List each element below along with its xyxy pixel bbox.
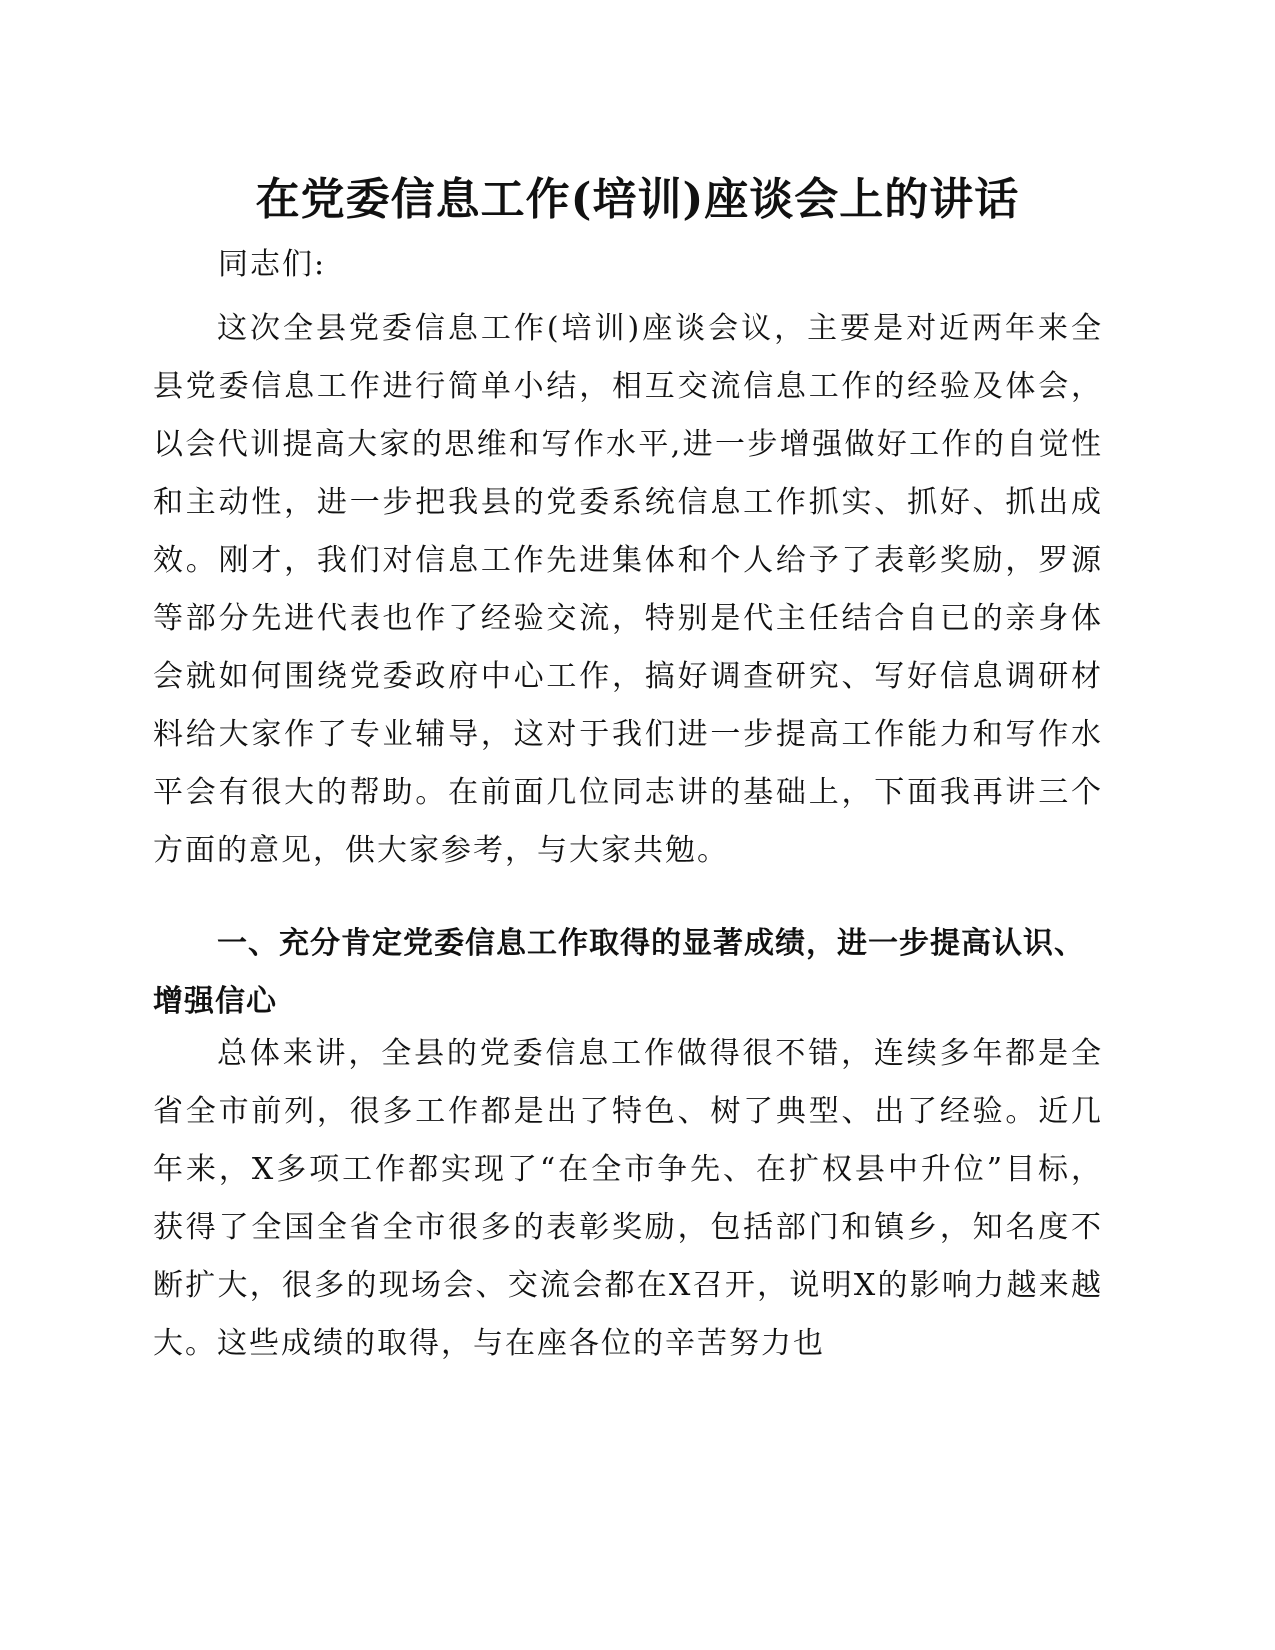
body-section-1 [153,1025,1103,1373]
document-title: 在党委信息工作(培训)座谈会上的讲话 [255,174,1020,225]
paragraph-intro: 这次全县党委信息工作(培训)座谈会议，主要是对近两年来全县党委信息工作进行简单小结，相互交流信息工作的经验及体会，以会代训提高大家的思维和写作水平,进一步增强做好工作的自觉性和主动性，进一步把我县的党委系统信息工作抓实、抓好、抓出成效。刚才，我们对信息工作先进集体和个人给予了表彰奖励，罗源等部分先进代表也作了经验交流，特别是代主任结合自已的亲身体会就如何围绕党委政府中心工作，搞好调查研究、写好信息调研材料给大家作了专业辅导，这对于我们进一步提高工作能力和写作水平会有很大的帮助。在前面几位同志讲的基础上，下面我再讲三个方面的意见，供大家参考，与大家共勉。 [153,311,1103,868]
body-section-intro [153,300,1103,880]
salutation: 同志们: [218,247,327,282]
section-heading-1: 一、充分肯定党委信息工作取得的显著成绩，进一步提高认识、增强信心 [153,926,1085,1019]
paragraph-section-1: 总体来讲，全县的党委信息工作做得很不错，连续多年都是全省全市前列，很多工作都是出了特色、树了典型、出了经验。近几年来，X多项工作都实现了“在全市争先、在扩权县中升位”目标，获得了全国全省全市很多的表彰奖励，包括部门和镇乡，知名度不断扩大，很多的现场会、交流会都在X召开，说明X的影响力越来越大。这些成绩的取得，与在座各位的辛苦努力也 [153,1036,1103,1361]
